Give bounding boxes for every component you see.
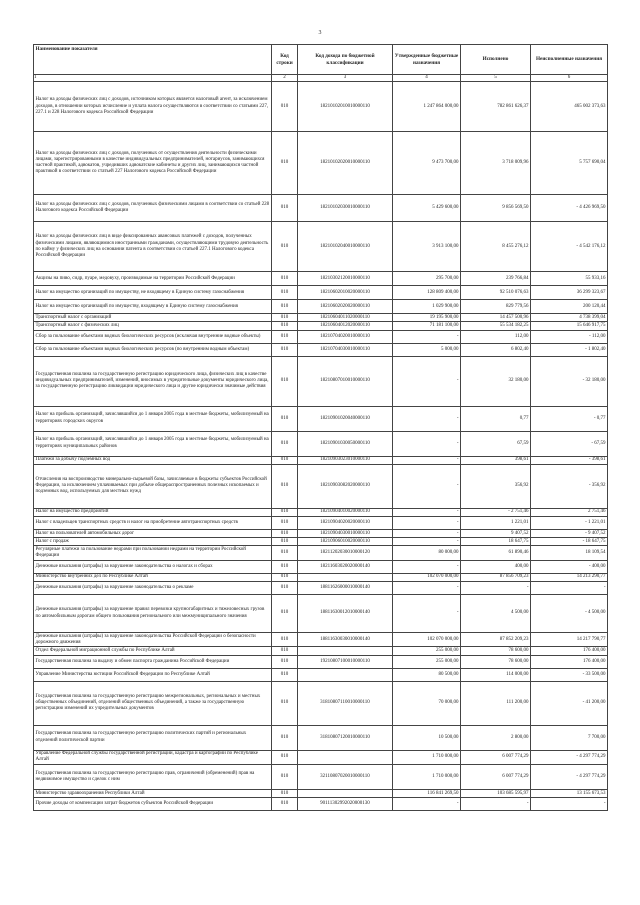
table-row (34, 431, 608, 456)
row-name: Министерство здравоохранения Республики Алтай (34, 790, 272, 798)
row-approved: 102 070 000,00 (393, 633, 461, 647)
row-name: Отчисления на воспроизводство минерально-сырьевой базы, зачисляемые в бюджеты субъектов Российской Федерации, за исключением уплачиваемых при добыче общераспространенных полезных ископаемых и подземных вод, используемых для местных нужд (34, 464, 272, 508)
row-name: Регулярные платежи за пользование недрами при пользовании недрами на территории Российской Федерации (34, 546, 272, 560)
row-line-code: 010 (272, 647, 298, 655)
row-remaining: - 0,77 (531, 406, 608, 431)
row-name: Налог на прибыль организаций, зачислявшийся до 1 января 2005 года в местные бюджеты, мобилизуемый на территориях городских округов (34, 406, 272, 431)
table-row (34, 790, 608, 798)
row-kbk: 18210704030010000110 (298, 343, 393, 356)
row-remaining: 55 933,16 (531, 272, 608, 286)
row-remaining: - 41 200,00 (531, 681, 608, 725)
row-line-code: 010 (272, 356, 298, 406)
header-row (34, 45, 608, 75)
table-row (34, 508, 608, 516)
col-number: 4 (393, 75, 461, 82)
row-kbk: 18210602010020000110 (298, 286, 393, 300)
row-executed: 14 457 500,96 (461, 314, 531, 322)
row-remaining: 13 155 673,53 (531, 790, 608, 798)
row-approved: 128 809 400,00 (393, 286, 461, 300)
row-name: Отдел Федеральной миграционной службы по Республике Алтай (34, 647, 272, 655)
row-name: Денежные взыскания (штрафы) за нарушение законодательства Российской Федерации о безопасности дорожного движения (34, 633, 272, 647)
row-kbk: 18811626000010000140 (298, 582, 393, 595)
row-executed: 1 221,01 (461, 517, 531, 530)
header-executed: Исполнено (461, 45, 531, 75)
row-kbk: 18811630012010000140 (298, 595, 393, 633)
row-executed: 87 856 709,23 (461, 573, 531, 581)
table-row (34, 314, 608, 322)
row-kbk: 18210302120010000110 (298, 272, 393, 286)
table-row (34, 538, 608, 546)
table-row (34, 195, 608, 222)
table-row (34, 456, 608, 464)
table-row (34, 272, 608, 286)
row-kbk: 18210102040010000110 (298, 222, 393, 272)
row-executed: 400,00 (461, 560, 531, 573)
header-kbk: Код дохода по бюджетной классификации (298, 45, 393, 75)
row-line-code: 010 (272, 538, 298, 546)
row-kbk: 18211603020020000140 (298, 560, 393, 573)
row-approved: - (393, 508, 461, 516)
row-remaining: - 67,59 (531, 431, 608, 456)
row-line-code: 010 (272, 406, 298, 431)
row-name: Сбор за пользование объектами водных биологических ресурсов (исключая внутренние водные объекты) (34, 330, 272, 343)
row-remaining: 18 109,54 (531, 546, 608, 560)
table-row (34, 343, 608, 356)
row-approved: 71 181 100,00 (393, 322, 461, 330)
row-remaining: - 400,00 (531, 560, 608, 573)
row-remaining: 15 646 917,75 (531, 322, 608, 330)
table-row (34, 406, 608, 431)
row-kbk: 18210704020010000110 (298, 330, 393, 343)
row-remaining: - 1 221,01 (531, 517, 608, 530)
row-line-code: 010 (272, 725, 298, 750)
row-remaining: 176 400,00 (531, 655, 608, 668)
row-executed: 114 000,00 (461, 668, 531, 681)
header-remaining: Неисполненные назначения (531, 45, 608, 75)
row-kbk: 18210904020020000110 (298, 517, 393, 530)
row-remaining: - 18 647,75 (531, 538, 608, 546)
row-name: Акцизы на пиво, сидр, пуаре, медовуху, производимые на территории Российской Федерации (34, 272, 272, 286)
row-line-code: 010 (272, 655, 298, 668)
row-executed: 9 407,52 (461, 530, 531, 538)
row-line-code: 010 (272, 82, 298, 132)
row-line-code: 010 (272, 314, 298, 322)
table-row (34, 647, 608, 655)
table-row (34, 330, 608, 343)
row-line-code: 010 (272, 790, 298, 798)
table-row (34, 546, 608, 560)
row-approved: 102 070 000,00 (393, 573, 461, 581)
row-kbk: 18210901030050000110 (298, 431, 393, 456)
row-line-code: 010 (272, 300, 298, 314)
row-executed: 239 766,84 (461, 272, 531, 286)
table-row (34, 82, 608, 132)
page-number: 3 (318, 30, 322, 36)
row-remaining: - 9 407,52 (531, 530, 608, 538)
row-name: Государственная пошлина за государственную регистрацию юридического лица, физических лиц в качестве индивидуальных предпринимателей, изменений, вносимых в учредительные документы юридического лица, за государственную регистрацию ликвидации юридического лица и другие юридически значимые действия (34, 356, 272, 406)
row-executed: 8 455 276,12 (461, 222, 531, 272)
header-approved: Утвержденные бюджетные назначения (393, 45, 461, 75)
table-row (34, 132, 608, 195)
row-executed: 6 007 774,29 (461, 750, 531, 764)
row-approved: - (393, 464, 461, 508)
row-executed: 6 802,40 (461, 343, 531, 356)
row-kbk: 18210604011020000110 (298, 314, 393, 322)
row-line-code: 010 (272, 508, 298, 516)
table-row (34, 582, 608, 595)
row-approved: 70 000,00 (393, 681, 461, 725)
row-kbk: 32110807020010000110 (298, 765, 393, 790)
row-approved: 255 000,00 (393, 647, 461, 655)
row-kbk (298, 647, 393, 655)
row-line-code: 010 (272, 633, 298, 647)
row-kbk: 18210102020010000110 (298, 132, 393, 195)
header-line-code: Код строки (272, 45, 298, 75)
row-line-code: 010 (272, 560, 298, 573)
row-kbk: 18811630030010000140 (298, 633, 393, 647)
row-remaining: 2 751,46 (531, 508, 608, 516)
table-row (34, 322, 608, 330)
row-name: Налог на доходы физических лиц с доходов, источником которых является налоговый агент, за исключением доходов, в отношении которых исчисление и уплата налога осуществляются в соответствии со статьями 227, 227.1 и 228 Налогового кодекса Российской Федерации (34, 82, 272, 132)
table-row (34, 633, 608, 647)
row-remaining: 7 700,00 (531, 725, 608, 750)
row-remaining: - 112,00 (531, 330, 608, 343)
row-kbk: 18210904010020000110 (298, 508, 393, 516)
row-line-code: 010 (272, 517, 298, 530)
table-row (34, 356, 608, 406)
row-remaining: 14 217 790,77 (531, 633, 608, 647)
row-approved: 10 500,00 (393, 725, 461, 750)
row-approved: 116 841 269,50 (393, 790, 461, 798)
row-executed: 103 685 595,97 (461, 790, 531, 798)
row-executed: 61 890,46 (461, 546, 531, 560)
row-executed: 398,61 (461, 456, 531, 464)
row-line-code: 010 (272, 765, 298, 790)
table-row (34, 464, 608, 508)
row-name: Налог на доходы физических лиц в виде фиксированных авансовых платежей с доходов, полученных физическими лицами, являющимися иностранными гражданами, осуществляющими трудовую деятельность по найму у физических лиц на основании патента в соответствии со статьей 227.1 Налогового кодекса Российской Федерации (34, 222, 272, 272)
row-name: Прочие доходы от компенсации затрат бюджетов субъектов Российской Федерации (34, 798, 272, 811)
row-remaining: - (531, 798, 608, 811)
row-remaining: - 4 542 176,12 (531, 222, 608, 272)
row-remaining: - 398,61 (531, 456, 608, 464)
row-line-code: 010 (272, 195, 298, 222)
row-remaining: 465 002 373,63 (531, 82, 608, 132)
row-executed: 2 800,00 (461, 725, 531, 750)
row-kbk: 18210906010020000110 (298, 538, 393, 546)
column-number-row (34, 75, 608, 82)
row-remaining: 14 213 290,77 (531, 573, 608, 581)
row-executed: - (461, 582, 531, 595)
row-executed: 32 180,00 (461, 356, 531, 406)
table-row (34, 750, 608, 764)
row-approved: 1 029 900,00 (393, 300, 461, 314)
row-name: Управление Министерства юстиции Российской Федерации по Республике Алтай (34, 668, 272, 681)
row-approved: 9 473 700,00 (393, 132, 461, 195)
table-row (34, 655, 608, 668)
row-executed: 9 856 569,50 (461, 195, 531, 222)
header-indicator: Наименование показателя (34, 45, 272, 75)
row-approved: - (393, 356, 461, 406)
row-name: Налог с продаж (34, 538, 272, 546)
row-executed: - (461, 798, 531, 811)
row-name: Государственная пошлина за выдачу и обмен паспорта гражданина Российской Федерации (34, 655, 272, 668)
row-approved: 5 429 600,00 (393, 195, 461, 222)
row-executed: - 2 751,46 (461, 508, 531, 516)
row-kbk: 18210903023010000110 (298, 456, 393, 464)
row-kbk: 19210807100010000110 (298, 655, 393, 668)
row-approved: 1 710 000,00 (393, 765, 461, 790)
revenue-table (33, 44, 608, 811)
row-name: Денежные взыскания (штрафы) за нарушение законодательства о налогах и сборах (34, 560, 272, 573)
table-row (34, 765, 608, 790)
row-line-code: 010 (272, 464, 298, 508)
row-kbk: 18210102030010000110 (298, 195, 393, 222)
table-row (34, 681, 608, 725)
row-kbk (298, 750, 393, 764)
row-kbk: 18210903082020000110 (298, 464, 393, 508)
row-approved: - (393, 330, 461, 343)
row-remaining: 176 400,00 (531, 647, 608, 655)
col-number: 6 (531, 75, 608, 82)
row-name: Государственная пошлина за государственную регистрацию межрегиональных, региональных и местных общественных объединений, отделений общественных объединений, а также за государственную регистрацию изменений их учредительных документов (34, 681, 272, 725)
row-name: Налог с владельцев транспортных средств и налог на приобретение автотранспортных средств (34, 517, 272, 530)
row-executed: 67,59 (461, 431, 531, 456)
row-kbk: 31810807110010000110 (298, 681, 393, 725)
row-line-code: 010 (272, 546, 298, 560)
row-remaining: - 32 180,00 (531, 356, 608, 406)
row-remaining: - 4 297 774,29 (531, 765, 608, 790)
row-name: Налог на имущество предприятий (34, 508, 272, 516)
table-row (34, 300, 608, 314)
row-name: Государственная пошлина за государственную регистрацию прав, ограничений (обременений) прав на недвижимое имущество и сделок с ним (34, 765, 272, 790)
row-line-code: 010 (272, 272, 298, 286)
row-approved: 80 500,00 (393, 668, 461, 681)
row-kbk: 18210602020020000110 (298, 300, 393, 314)
row-remaining: - 1 802,40 (531, 343, 608, 356)
row-executed: 78 600,00 (461, 655, 531, 668)
row-name: Налог на доходы физических лиц с доходов, полученных от осуществления деятельности физическими лицами, зарегистрированными в качестве индивидуальных предпринимателей, нотариусов, занимающихся частной практикой, адвокатов, учредивших адвокатские кабинеты и других лиц, занимающихся частной практикой в соответствии со статьей 227 Налогового кодекса Российской Федерации (34, 132, 272, 195)
col-number: 2 (272, 75, 298, 82)
row-remaining: - 4 500,00 (531, 595, 608, 633)
row-kbk: 18211202030010000120 (298, 546, 393, 560)
row-executed: 3 718 009,96 (461, 132, 531, 195)
row-line-code: 010 (272, 668, 298, 681)
row-approved: - (393, 431, 461, 456)
row-remaining: - 4 426 969,50 (531, 195, 608, 222)
row-remaining: - 4 297 774,29 (531, 750, 608, 764)
row-approved: - (393, 595, 461, 633)
row-approved: - (393, 538, 461, 546)
row-line-code: 010 (272, 798, 298, 811)
row-approved: 295 700,00 (393, 272, 461, 286)
row-executed: 0,77 (461, 406, 531, 431)
row-line-code: 010 (272, 286, 298, 300)
row-approved: 1 710 000,00 (393, 750, 461, 764)
row-kbk: 18210807010010000110 (298, 356, 393, 406)
table-row (34, 595, 608, 633)
row-line-code: 010 (272, 456, 298, 464)
row-line-code: 010 (272, 750, 298, 764)
row-line-code: 010 (272, 582, 298, 595)
row-name: Сбор за пользование объектами водных биологических ресурсов (по внутренним водным объектам) (34, 343, 272, 356)
table-row (34, 798, 608, 811)
row-line-code: 010 (272, 330, 298, 343)
row-kbk: 18210102010010000110 (298, 82, 393, 132)
row-name: Налог на имущество организаций по имуществу, входящему в Единую систему газоснабжения (34, 300, 272, 314)
table-row (34, 560, 608, 573)
row-approved: - (393, 582, 461, 595)
row-name: Денежные взыскания (штрафы) за нарушение законодательства о рекламе (34, 582, 272, 595)
row-approved: 1 247 864 000,00 (393, 82, 461, 132)
row-name: Управление Федеральной службы государственной регистрации, кадастра и картографии по Республике Алтай (34, 750, 272, 764)
row-remaining: 36 299 323,67 (531, 286, 608, 300)
row-kbk (298, 573, 393, 581)
row-approved: - (393, 406, 461, 431)
row-name: Налог на прибыль организаций, зачислявшийся до 1 января 2005 года в местные бюджеты, мобилизуемый на территориях муниципальных районов (34, 431, 272, 456)
row-approved: 255 000,00 (393, 655, 461, 668)
col-number: 5 (461, 75, 531, 82)
col-number: 1 (34, 75, 272, 82)
row-name: Государственная пошлина за государственную регистрацию политических партий и региональных отделений политической партии (34, 725, 272, 750)
row-line-code: 010 (272, 343, 298, 356)
row-executed: 112,00 (461, 330, 531, 343)
row-executed: 78 600,00 (461, 647, 531, 655)
row-name: Денежные взыскания (штрафы) за нарушение правил перевозки крупногабаритных и тяжеловесных грузов по автомобильным дорогам общего пользования регионального или межмуниципального значения (34, 595, 272, 633)
table-row (34, 668, 608, 681)
row-line-code: 010 (272, 573, 298, 581)
row-executed: 55 534 182,25 (461, 322, 531, 330)
row-name: Транспортный налог с организаций (34, 314, 272, 322)
row-executed: 4 500,00 (461, 595, 531, 633)
table-row (34, 573, 608, 581)
row-remaining: 200 120,44 (531, 300, 608, 314)
row-executed: 87 852 209,23 (461, 633, 531, 647)
row-remaining: - 356,92 (531, 464, 608, 508)
row-line-code: 010 (272, 322, 298, 330)
row-name: Налог на доходы физических лиц с доходов, полученных физическими лицами в соответствии со статьей 228 Налогового кодекса Российской Федерации (34, 195, 272, 222)
row-line-code: 010 (272, 681, 298, 725)
row-line-code: 010 (272, 222, 298, 272)
table-row (34, 530, 608, 538)
col-number: 3 (298, 75, 393, 82)
row-approved: - (393, 798, 461, 811)
row-approved: - (393, 530, 461, 538)
row-line-code: 010 (272, 595, 298, 633)
row-executed: 782 861 626,37 (461, 82, 531, 132)
row-name: Налог на имущество организаций по имуществу, не входящему в Единую систему газоснабжения (34, 286, 272, 300)
row-remaining: - 33 500,00 (531, 668, 608, 681)
row-name: Министерство внутренних дел по Республике Алтай (34, 573, 272, 581)
row-kbk (298, 790, 393, 798)
row-line-code: 010 (272, 431, 298, 456)
row-approved: - (393, 560, 461, 573)
row-executed: 111 200,00 (461, 681, 531, 725)
row-executed: 356,92 (461, 464, 531, 508)
row-executed: 829 779,56 (461, 300, 531, 314)
row-approved: 3 913 100,00 (393, 222, 461, 272)
row-approved: 19 195 900,00 (393, 314, 461, 322)
row-approved: - (393, 517, 461, 530)
row-executed: 18 647,75 (461, 538, 531, 546)
row-kbk: 18210604012020000110 (298, 322, 393, 330)
row-line-code: 010 (272, 132, 298, 195)
row-kbk (298, 668, 393, 681)
row-name: Налог на пользователей автомобильных дорог (34, 530, 272, 538)
table-row (34, 725, 608, 750)
row-name: Транспортный налог с физических лиц (34, 322, 272, 330)
table-row (34, 286, 608, 300)
row-approved: 80 000,00 (393, 546, 461, 560)
row-executed: 6 007 774,29 (461, 765, 531, 790)
row-approved: 5 000,00 (393, 343, 461, 356)
table-row (34, 517, 608, 530)
row-approved: - (393, 456, 461, 464)
row-line-code: 010 (272, 530, 298, 538)
row-remaining: 4 738 399,04 (531, 314, 608, 322)
row-name: Платежи за добычу подземных вод (34, 456, 272, 464)
row-remaining: - (531, 582, 608, 595)
row-kbk: 18210901020040000110 (298, 406, 393, 431)
table-row (34, 222, 608, 272)
row-executed: 92 510 076,63 (461, 286, 531, 300)
row-kbk: 18210904030010000110 (298, 530, 393, 538)
row-kbk: 90111302992020000130 (298, 798, 393, 811)
row-remaining: 5 757 690,04 (531, 132, 608, 195)
row-kbk: 31810807120010000110 (298, 725, 393, 750)
